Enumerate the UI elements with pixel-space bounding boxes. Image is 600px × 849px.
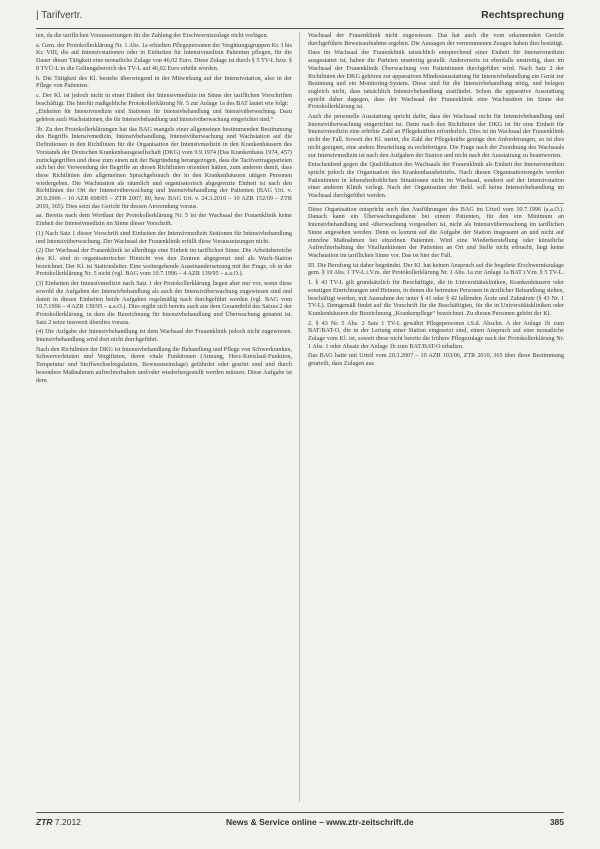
- paragraph: aa. Bereits nach dem Wortlaut der Protokollerklärung Nr. 5 ist der Wachsaal der Frauenklinik keine Einheit der Intensivmedizin im Sinne dieser Vorschrift.: [36, 212, 292, 228]
- page-number: 385: [549, 817, 564, 827]
- paragraph: Wachsaal der Frauenklinik nicht zugewiesen. Das hat auch die vom erkennenden Gericht durchgeführte Beweisaufnahme ergeben. Die Aussagen der vernommenen Zeugen haben dies bestätigt.: [308, 32, 564, 47]
- paragraph: a. Gem. der Protokollerklärung Nr. 1 Abs. 1a erhielten Pflegepersonen der Vergütungsgruppen Kr. I bis Kr. VIII, die auf Intensivstationen oder in Einheiten für Intensivmedizin Patienten pflegen, für die Dauer dieser Tätigkeit eine monatliche Zulage von 46,02 Euro. Diese Zulage ist durch § 5 TV-L bzw. § 8 TVÜ-L in die Geltungsbereich des TV-L auf 46,02 Euro erhöht worden.: [36, 41, 292, 72]
- paragraph: (2) Der Wachsaal der Frauenklinik ist allerdings eine Einheit im tariflichen Sinne. Die Arbeitsbereiche des Kl. sind in organisatorischer Hinsicht von den Zentren abgegrenzt und als Wach-Station bezeichnet. Der Kl. ist Stationsleiter. Eine weitergehende Auseinandersetzung mit der Frage, ob in der Protokollerklärung Nr. 5 nicht (vgl. BAG vom 10.7.1996 – 4 AZR 139/95 – a.a.O.).: [36, 247, 292, 278]
- paragraph: Auch die personelle Ausstattung spricht dafür, dass der Wachsaal nicht für Intensivbehandlung und Intensivüberwachung eingerichtet ist. Denn nach den Richtlinien der DKG ist für eine Einheit für Intensivmedizin eine erhöhte Zahl an Pflegekräften erforderlich. Dies ist im Wachsaal der Frauenklinik nicht der Fall. Soweit der Kl. meint, die Zahl der Pflegekräfte genüge den Anforderungen, so ist dies nicht geeignet, eine andere Beurteilung zu rechtfertigen. Die Frage nach der Zuordnung des Wachsaals zur Intensivmedizin ist nach den Aufgaben der Station und nicht nach der Ausstattung zu beantworten.: [308, 113, 564, 159]
- paragraph: „Einheiten für Intensivmedizin sind Stationen für Intensivbehandlung und Intensivüberwachung. Dazu gehören auch Wachstationen, die für Intensivbehandlung und Intensivüberwachung eingerichtet sind.“: [36, 109, 292, 123]
- header-section-label: | Tarifvertr.: [36, 10, 83, 21]
- paragraph: 1. § 43 TV-L gilt grundsätzlich für Beschäftigte, die in Universitätskliniken, Krankenhäusern oder sonstigen Einrichtungen und Heimen, in denen die betreuten Personen in ärztlicher Behandlung stehen, beschäftigt werden, mit Ausnahme der unter § 41 oder § 42 fallenden Ärzte und Zahnärzte (§ 43 Nr. 1 TV-L). Demgemäß findet auf die Vorschrift für die Beschäftigten, für die in Universitätskliniken oder Krankenhäusern die Bezeichnung „Krankenpflege“ bezeichnet. Zu diesen Personen gehört der Kl.: [308, 279, 564, 317]
- left-text-column: [36, 32, 292, 802]
- header-category: Rechtsprechung: [481, 9, 564, 21]
- paragraph: Das BAG hatte mit Urteil vom 20.3.2007 – 10 AZR 103/06, ZTR 2010, 365 über diese Bestimmung geurteilt, dass Zulagen aus: [308, 352, 564, 368]
- paragraph: (4) Die Aufgabe der Intensivbehandlung ist dem Wachsaal der Frauenklinik jedoch nicht zugewiesen. Intensivbehandlung wird dort nicht durchgeführt.: [36, 328, 292, 344]
- paragraph: ten, da die tariflichen Voraussetzungen für die Zahlung der Erschwerniszulage nicht vorlägen.: [36, 32, 269, 39]
- paragraph: Diese Organisation entspricht auch den Ausführungen des BAG im Urteil vom 10.7.1996 (a.a.O.). Danach kann ein Überwachungsdienst bei einem Patienten, für den ein Minimum an Intensivbehandlung und -überwachung vorgesehen ist, nicht als Intensivüberwachung im tariflichen Sinne angesehen werden. Denn es kommt auf die Aufgabe der Station insgesamt an und nicht auf einzelne Maßnahmen bei einzelnen Patienten. Wird eine Wiederherstellung oder künstliche Aufrechterhaltung der Vitalfunktionen der Patienten an Ort und Stelle nicht erbracht, liegt keine Wachstation im tariflichen Sinne vor. Das ist hier der Fall.: [308, 203, 564, 260]
- paragraph: 3b. Zu den Protokollerklärungen hat das BAG mangels einer allgemeinen bestimmenden Bestimmung des Begriffs Intensivmedizin, Intensivbehandlung, Intensivüberwachung und Wachstation auf die Definitionen in den Richtlinien für die Organisation der Intensivmedizin in den Krankenhäusern des Vorstands der Deutschen Krankenhausgesellschaft (DKG) vom 9.9.1974 (Das Krankenhaus 1974, 457) zurückgegriffen und diese zum einen mit der Begründung herangezogen, dass die Tarifvertragsparteien sich bei der Verwendung der Begriffe an diesen Richtlinien orientiert hätten, zum anderen damit, dass diese Richtlinien den allgemeinen Sprachgebrauch der in den Krankenhäusern tätigen Personen wiedergeben. Die Wachstation als räumlich und organisatorisch abgegrenzte Einheit ist nach den Richtlinien der Ort der Intensivüberwachung und Intensivbehandlung der Patienten (BAG Urt. v. 20.9.2006 – 10 AZR 608/05 – ZTR 2007, 80, bzw. BAG Urt. v. 24.3.2010 – 10 AZR 152/09 – ZTR 2010, 365). Dies setzt das Gericht für dessen Anwendung voraus.: [36, 125, 292, 210]
- footer-issue: 7.2012: [54, 817, 81, 827]
- paragraph: b. Die Tätigkeit des Kl. bestehe überwiegend in der Mitwirkung auf der Intensivstation, also in der Pflege von Patienten.: [36, 74, 292, 90]
- page-header: [36, 6, 564, 29]
- paragraph: Dass im Wachsaal der Frauenklinik tatsächlich entsprechend einer Einheit für Intensivmedizin ausgestattet ist, haben die Parteien unstreitig gestellt. Andererseits ist ebenfalls unstreitig, dass im Wachsaal der Frauenklinik Überwachung von Patientinnen durchgeführt wird. Nach Satz 2 der Richtlinien der DKG gehören zur apparativen Mindestausstattung für Intensivbehandlung ein Gerät zur Beatmung und ein Monitoring-System. Diese sind für die Intensivbehandlung nötig, und belegen zugleich nicht, dass tatsächlich Intensivbehandlung stattfindet. Schon die apparative Ausstattung spricht daher dagegen, dass der Wachsaal der Frauenklinik eine Wachstation im Sinne der Protokollerklärung ist.: [308, 49, 564, 111]
- page-footer: [36, 812, 564, 831]
- footer-journal-name: ZTR: [36, 817, 53, 827]
- paragraph: III. Die Berufung ist daher begründet. Der Kl. hat keinen Anspruch auf die begehrte Erschwerniszulage gem. § 19 Abs. 1 TV-L i.V.m. der Protokollerklärung Nr. 1 Abs. 1a zur Anlage 1a BAT i.V.m. § 5 TV-L.: [308, 261, 564, 277]
- column-divider: [299, 32, 300, 802]
- paragraph: 2. § 43 Nr. 5 Abs. 2 Satz 1 TV-L gewährt Pflegepersonen i.S.d. Abschn. A der Anlage 1b zum BAT/BAT-O, die in der Leitung einer Station eingesetzt sind, einen Anspruch auf eine monatliche Zulage vom Kl. ist, soweit diese nicht bereits die frühere Pflegezulage nach der Protokollerklärung Nr. 1 Abs. 1 oder Absatz der Anlage 1b zum BAT/BAT-O erhalten.: [308, 319, 564, 350]
- footer-journal: [36, 817, 81, 827]
- paragraph: (3) Einheiten der Intensivmedizin nach Satz 1 der Protokollerklärung liegen aber nur vor, wenn diese sowohl die Aufgaben der Intensivbehandlung als auch der Intensivüberwachung zugewiesen sind und damit in diesen Einheiten beide Aufgaben regelmäßig nach durchgeführt werden (vgl. BAG vom 10.7.1996 – 4 AZR 139/95 – a.a.O.). Dies ergibt sich bereits auch aus dem Gesamtbild des Satzes 2 der Protokollerklärung, in dem die Bezeichnung für Intensivbehandlung und Überwachung genannt ist. Satz 2 setze insoweit überdies voraus.: [36, 280, 292, 326]
- paragraph: (1) Nach Satz 1 dieser Vorschrift sind Einheiten der Intensivmedizin Stationen für Intensivbehandlung und Intensivüberwachung. Der Wachsaal der Frauenklinik erfüllt diese Voraussetzungen nicht.: [36, 229, 292, 245]
- right-text-column: [308, 32, 564, 802]
- paragraph: c. Der Kl. ist jedoch nicht in einer Einheit der Intensivmedizin im Sinne der tariflichen Vorschriften beschäftigt. Die hierfür maßgebliche Protokollerklärung Nr. 5 zur Anlage 1a des BAT lautet wie folgt:: [36, 91, 292, 107]
- paragraph: Nach den Richtlinien der DKG ist Intensivbehandlung die Behandlung und Pflege von Schwerkranken, Schwerverletzten und Vergifteten, deren vitale Funktionen (Atmung, Herz-Kreislauf-Funktion, Temperatur und Stoffwechselregulation, Bewusstseinslage) gefährdet oder gestört sind und durch besondere Maßnahmen aufrechterhalten und/oder wiederhergestellt werden müssen. Diese Aufgabe ist dem: [36, 345, 292, 384]
- footer-website: News & Service online – www.ztr-zeitschrift.de: [226, 817, 414, 827]
- paragraph: Entscheidend gegen die Qualifikation des Wachsaals der Frauenklinik als Einheit der Intensivmedizin spricht jedoch die Organisation des Krankenhausbetriebs. Nach diesen Organisationsregeln werden Patientinnen in lebensbedrohlichen Situationen nicht im Wachsaal, sondern auf der Intensivstation einer anderen Klinik verlegt. Nach der Organisation der Bekl. soll keine Intensivbehandlung im Wachsaal durchgeführt werden.: [308, 161, 564, 200]
